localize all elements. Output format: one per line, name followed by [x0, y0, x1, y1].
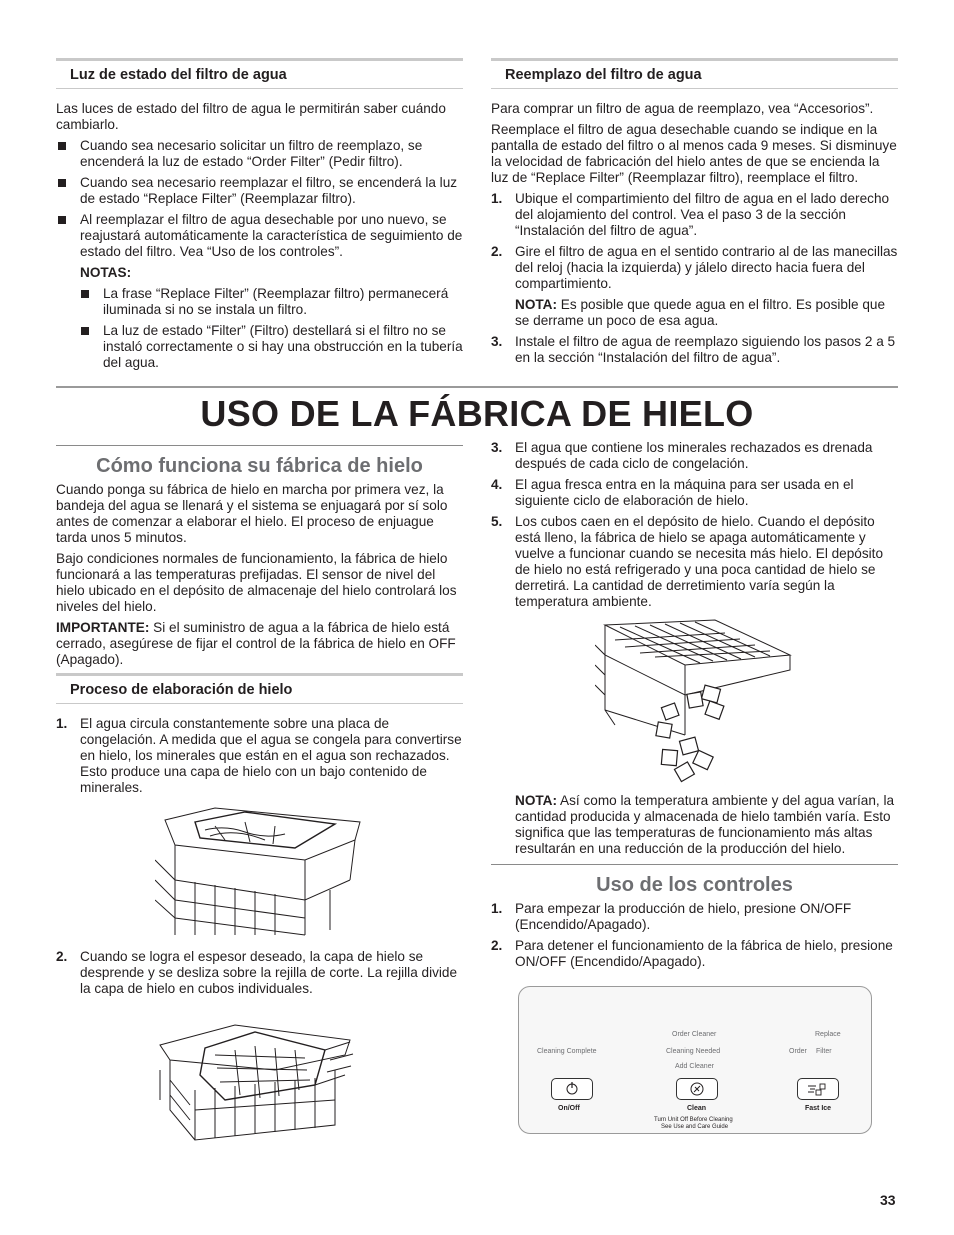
clean-note-1: Turn Unit Off Before Cleaning	[654, 1117, 733, 1123]
step-number: 1.	[491, 191, 503, 206]
bullet-square	[58, 142, 66, 150]
step-number: 1.	[491, 901, 503, 916]
on-off-button[interactable]	[551, 1078, 593, 1100]
clean-button[interactable]	[676, 1078, 718, 1100]
ice-process-heading: Proceso de elaboración de hielo	[56, 673, 463, 704]
note-text: Así como la temperatura ambiente y del agua varían, la cantidad producida y almacenada de hielo también varía. Esto significa que las temperaturas de funcionamiento más altas resultarán en una reducción de la producción del hielo.	[515, 793, 895, 856]
list-item	[491, 938, 898, 970]
how-it-works-title: Cómo funciona su fábrica de hielo	[96, 455, 423, 477]
note-label: NOTA:	[515, 793, 558, 808]
how-it-works-section	[56, 455, 463, 668]
bullet-square	[58, 216, 66, 224]
step-number: 2.	[491, 938, 503, 953]
section-rule	[491, 864, 898, 865]
title-rule	[56, 386, 898, 388]
step-number: 4.	[491, 477, 503, 492]
bullet-text: Cuando sea necesario reemplazar el filtro, se encenderá la luz de estado “Replace Filter” (Reemplazar filtro).	[80, 175, 458, 206]
bullet-text: Cuando sea necesario solicitar un filtro de reemplazo, se encenderá la luz de estado “Order Filter” (Pedir filtro).	[80, 138, 423, 169]
step-number: 2.	[491, 244, 503, 259]
clean-label: Clean	[687, 1105, 707, 1112]
ice-process-step2	[56, 949, 463, 997]
step-text: Cuando se logra el espesor deseado, la capa de hielo se desprende y se desliza sobre la rejilla de corte. La rejilla divide la capa de hielo en cubos individuales.	[80, 949, 458, 996]
add-cleaner-label: Add Cleaner	[675, 1063, 714, 1070]
filter-status-heading: Luz de estado del filtro de agua	[56, 58, 463, 89]
page-title: USO DE LA FÁBRICA DE HIELO	[200, 393, 754, 434]
step-text: El agua fresca entra en la máquina para ser usada en el siguiente ciclo de elaboración de hielo.	[515, 477, 854, 508]
list-item	[56, 286, 463, 318]
fast-ice-label: Fast Ice	[805, 1105, 832, 1112]
list-item	[491, 440, 898, 472]
bullet-square	[81, 290, 89, 298]
list-item	[56, 323, 463, 371]
clean-note-2: See Use and Care Guide	[661, 1124, 729, 1130]
power-icon	[552, 1079, 592, 1099]
list-item	[56, 138, 463, 170]
ice-process-section	[56, 673, 463, 796]
step-text: Para detener el funcionamiento de la fábrica de hielo, presione ON/OFF (Encendido/Apagado).	[515, 938, 893, 969]
filter-replacement-p2: Reemplace el filtro de agua desechable cuando se indique en la pantalla de estado del filtro o al menos cada 9 meses. Si disminuye la velocidad de fabricación del hielo antes de que se encienda la luz de “Replace Filter” (Reemplazar filtro), reemplace el filtro.	[491, 122, 897, 185]
page-number: 33	[880, 1192, 896, 1208]
list-item	[56, 949, 463, 997]
bullet-square	[58, 179, 66, 187]
note-label: NOTA:	[515, 297, 558, 312]
controls-section	[491, 874, 898, 970]
bullet-square	[81, 327, 89, 335]
filter-status-section	[56, 58, 463, 371]
important-text: Si el suministro de agua a la fábrica de hielo está cerrado, asegúrese de fijar el control de la fábrica de hielo en OFF (Apagado).	[56, 620, 456, 667]
production-note	[515, 793, 898, 857]
note-text: Es posible que quede agua en el filtro. Es posible que se derrame un poco de esa agua.	[515, 297, 886, 328]
freezing-plate-illustration	[155, 800, 365, 940]
fast-ice-button[interactable]	[797, 1078, 839, 1100]
order-label: Order	[789, 1048, 807, 1055]
notes-label: NOTAS:	[80, 265, 132, 280]
cutting-grid-illustration	[155, 1010, 355, 1145]
control-panel	[518, 986, 872, 1134]
how-p1: Cuando ponga su fábrica de hielo en marcha por primera vez, la bandeja del agua se llenará y el sistema se enjuagará por sí solo antes de comenzar a elaborar el hielo. El proceso de enjuague tarda unos 5 minutos.	[56, 482, 448, 545]
step-number: 3.	[491, 440, 503, 455]
cleaning-needed-label: Cleaning Needed	[666, 1048, 721, 1055]
filter-label: Filter	[816, 1048, 832, 1055]
filter-status-intro: Las luces de estado del filtro de agua le permitirán saber cuándo cambiarlo.	[56, 101, 446, 132]
section-rule	[56, 445, 463, 446]
step-number: 5.	[491, 514, 503, 529]
step-text: Para empezar la producción de hielo, presione ON/OFF (Encendido/Apagado).	[515, 901, 852, 932]
order-cleaner-label: Order Cleaner	[672, 1031, 717, 1038]
bullet-text: La frase “Replace Filter” (Reemplazar filtro) permanecerá iluminada si no se instala un filtro.	[103, 286, 449, 317]
list-item	[491, 514, 898, 610]
step-text: El agua circula constantemente sobre una placa de congelación. A medida que el agua se congela para convertirse en hielo, los minerales que están en el agua son rechazados. Esto produce una capa de hielo con un bajo contenido de minerales.	[80, 716, 462, 795]
list-item	[491, 901, 898, 933]
ice-production-note	[515, 793, 898, 857]
list-item	[491, 244, 898, 292]
filter-replacement-heading: Reemplazo del filtro de agua	[491, 58, 898, 89]
important-label: IMPORTANTE:	[56, 620, 150, 635]
step-text: El agua que contiene los minerales rechazados es drenada después de cada ciclo de congelación.	[515, 440, 873, 471]
step-number: 3.	[491, 334, 503, 349]
how-p2: Bajo condiciones normales de funcionamiento, la fábrica de hielo funcionará a las temperaturas prefijadas. El sensor de nivel del hielo ubicado en el depósito de almacenaje del hielo controlará los niveles del hielo.	[56, 551, 457, 614]
list-item	[56, 212, 463, 260]
list-item	[491, 477, 898, 509]
fast-ice-icon	[798, 1079, 838, 1099]
on-off-label: On/Off	[558, 1105, 580, 1112]
ice-process-steps-cont	[491, 440, 898, 610]
list-item	[56, 716, 463, 796]
step-text: Instale el filtro de agua de reemplazo siguiendo los pasos 2 a 5 en la sección “Instalación del filtro de agua”.	[515, 334, 896, 365]
cleaning-icon	[677, 1079, 717, 1099]
bullet-text: La luz de estado “Filter” (Filtro) destellará si el filtro no se instaló correctamente o si hay una obstrucción en la tubería del agua.	[103, 323, 463, 370]
list-item	[491, 191, 898, 239]
step-number: 2.	[56, 949, 68, 964]
replace-label: Replace	[815, 1031, 841, 1038]
how-important	[56, 620, 463, 668]
step-number: 1.	[56, 716, 68, 731]
step-text: Los cubos caen en el depósito de hielo. Cuando el depósito está lleno, la fábrica de hielo se apaga automáticamente y vuelve a funcionar cuando se necesita más hielo. El depósito de hielo no está refrigerado y una poca cantidad de hielo se derretirá. La cantidad de derretimiento varía según la temperatura ambiente.	[515, 514, 884, 609]
cleaning-complete-label: Cleaning Complete	[537, 1048, 597, 1055]
filter-note	[515, 297, 898, 329]
filter-replacement-p1: Para comprar un filtro de agua de reemplazo, vea “Accesorios”.	[491, 101, 874, 116]
ice-cubes-illustration	[595, 615, 795, 785]
filter-replacement-section	[491, 58, 898, 366]
bullet-text: Al reemplazar el filtro de agua desechable por uno nuevo, se reajustará automáticamente la característica de seguimiento de estado del filtro. Vea “Uso de los controles”.	[80, 212, 463, 259]
controls-title: Uso de los controles	[596, 874, 793, 896]
list-item	[491, 334, 898, 366]
step-text: Gire el filtro de agua en el sentido contrario al de las manecillas del reloj (hacia la izquierda) y jálelo directo hacia fuera del compartimiento.	[515, 244, 898, 291]
step-text: Ubique el compartimiento del filtro de agua en el lado derecho del alojamiento del control. Vea el paso 3 de la sección “Instalación del filtro de agua”.	[515, 191, 890, 238]
list-item	[56, 175, 463, 207]
